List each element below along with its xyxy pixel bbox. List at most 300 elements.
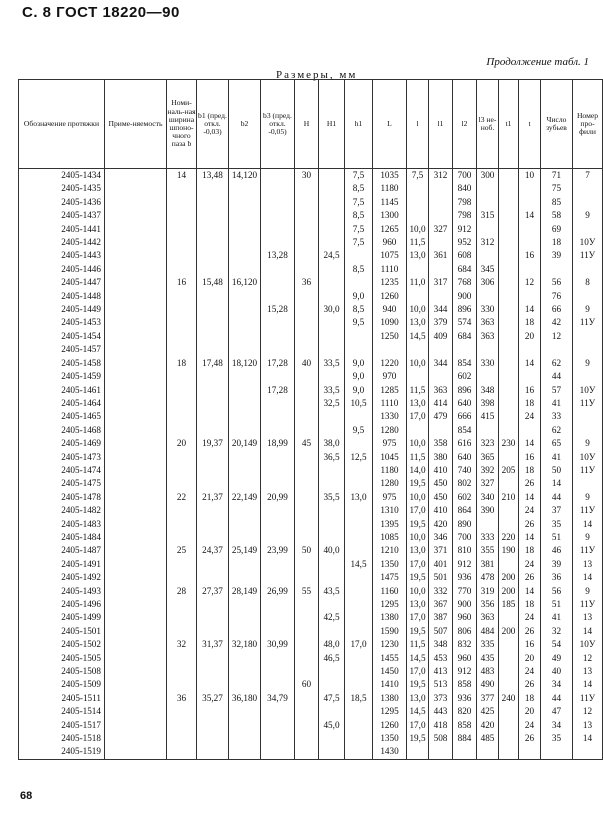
table-cell (295, 303, 319, 316)
table-cell: 17,0 (345, 638, 373, 651)
table-cell (319, 571, 345, 584)
table-cell: 26 (519, 625, 541, 638)
table-cell (167, 571, 197, 584)
table-cell: 66 (541, 303, 573, 316)
table-cell (499, 223, 519, 236)
table-cell (573, 263, 603, 276)
table-cell: 363 (477, 330, 499, 343)
table-cell (429, 182, 453, 195)
table-cell (407, 424, 429, 437)
table-cell: 1075 (373, 249, 407, 262)
table-cell: 345 (477, 263, 499, 276)
table-cell (429, 343, 453, 356)
table-cell: 7,5 (345, 169, 373, 183)
table-cell (295, 249, 319, 262)
table-cell: 806 (453, 625, 477, 638)
broach-code-cell: 2405-1474 (19, 464, 105, 477)
table-cell (477, 182, 499, 195)
table-cell: 20,149 (229, 437, 261, 450)
table-cell: 20,99 (261, 491, 295, 504)
table-cell (167, 531, 197, 544)
table-cell: 23,99 (261, 544, 295, 557)
table-cell: 960 (453, 611, 477, 624)
table-cell: 62 (541, 424, 573, 437)
table-cell: 1410 (373, 678, 407, 691)
table-cell: 18,99 (261, 437, 295, 450)
table-cell (229, 518, 261, 531)
table-cell: 42 (541, 316, 573, 329)
table-cell (499, 665, 519, 678)
table-cell (345, 531, 373, 544)
table-row (19, 678, 603, 691)
table-cell: 1280 (373, 477, 407, 490)
table-cell: 344 (429, 303, 453, 316)
table-cell: 40 (295, 357, 319, 370)
broach-code-cell: 2405-1508 (19, 665, 105, 678)
table-cell (407, 182, 429, 195)
table-cell (105, 410, 167, 423)
table-cell: 32,5 (319, 397, 345, 410)
table-cell: 13,0 (407, 692, 429, 705)
table-cell: 9 (573, 357, 603, 370)
table-cell (519, 290, 541, 303)
table-cell: 30,0 (319, 303, 345, 316)
table-cell: 346 (429, 531, 453, 544)
col-header: L (373, 80, 407, 169)
table-cell (295, 719, 319, 732)
table-cell: 355 (477, 544, 499, 557)
table-cell (105, 745, 167, 759)
table-cell: 8,5 (345, 182, 373, 195)
table-cell (499, 652, 519, 665)
table-cell (261, 182, 295, 195)
table-cell (261, 464, 295, 477)
table-cell: 363 (477, 316, 499, 329)
broach-code-cell: 2405-1458 (19, 357, 105, 370)
table-cell: 420 (429, 518, 453, 531)
table-cell: 1380 (373, 611, 407, 624)
table-cell (319, 330, 345, 343)
table-cell: 379 (429, 316, 453, 329)
table-cell: 30 (295, 169, 319, 183)
table-cell (261, 598, 295, 611)
table-cell (229, 249, 261, 262)
table-cell: 11У (573, 598, 603, 611)
table-cell (261, 732, 295, 745)
table-cell: 1310 (373, 504, 407, 517)
broach-code-cell: 2405-1461 (19, 384, 105, 397)
table-cell (499, 316, 519, 329)
table-cell: 13,0 (407, 544, 429, 557)
table-cell (477, 196, 499, 209)
table-cell (261, 504, 295, 517)
table-cell: 1265 (373, 223, 407, 236)
table-cell (499, 196, 519, 209)
table-cell: 9,5 (345, 424, 373, 437)
table-cell (197, 598, 229, 611)
table-cell (319, 558, 345, 571)
table-cell (499, 397, 519, 410)
table-cell (499, 303, 519, 316)
table-cell: 13 (573, 719, 603, 732)
table-cell: 1380 (373, 692, 407, 705)
table-cell: 43,5 (319, 585, 345, 598)
table-cell: 608 (453, 249, 477, 262)
table-cell: 864 (453, 504, 477, 517)
table-cell (197, 571, 229, 584)
table-cell (477, 290, 499, 303)
table-cell (499, 357, 519, 370)
table-cell: 1210 (373, 544, 407, 557)
dimensions-caption: Размеры, мм (276, 69, 358, 81)
table-cell: 19,5 (407, 732, 429, 745)
table-cell: 740 (453, 464, 477, 477)
table-cell: 10У (573, 638, 603, 651)
table-cell: 62 (541, 357, 573, 370)
table-cell: 39 (541, 249, 573, 262)
table-cell (345, 652, 373, 665)
table-cell (197, 451, 229, 464)
table-cell (573, 182, 603, 195)
table-row (19, 544, 603, 557)
table-cell (573, 290, 603, 303)
table-cell: 7,5 (345, 236, 373, 249)
table-cell (319, 531, 345, 544)
table-cell: 1450 (373, 665, 407, 678)
table-cell (295, 236, 319, 249)
table-cell: 319 (477, 585, 499, 598)
table-cell (261, 531, 295, 544)
table-cell: 17,48 (197, 357, 229, 370)
table-cell: 501 (429, 571, 453, 584)
table-cell (197, 518, 229, 531)
table-cell (261, 397, 295, 410)
broach-code-cell: 2405-1509 (19, 678, 105, 691)
table-cell (197, 303, 229, 316)
table-cell (261, 477, 295, 490)
table-cell (499, 678, 519, 691)
table-cell (229, 625, 261, 638)
table-cell: 19,5 (407, 625, 429, 638)
table-cell: 58 (541, 209, 573, 222)
table-cell: 17,0 (407, 504, 429, 517)
table-row (19, 585, 603, 598)
table-row (19, 732, 603, 745)
table-cell (229, 410, 261, 423)
table-cell: 1260 (373, 290, 407, 303)
table-cell: 485 (477, 732, 499, 745)
table-cell: 45,0 (319, 719, 345, 732)
table-cell: 33 (541, 410, 573, 423)
table-cell: 40,0 (319, 544, 345, 557)
table-cell (167, 719, 197, 732)
table-cell (295, 370, 319, 383)
table-cell: 1035 (373, 169, 407, 183)
table-cell (319, 370, 345, 383)
table-row (19, 290, 603, 303)
table-cell: 358 (429, 437, 453, 450)
table-cell: 24,37 (197, 544, 229, 557)
table-cell (499, 424, 519, 437)
table-cell (345, 705, 373, 718)
table-cell: 332 (429, 585, 453, 598)
broach-code-cell: 2405-1496 (19, 598, 105, 611)
table-cell: 11У (573, 397, 603, 410)
table-cell (345, 437, 373, 450)
table-cell (105, 477, 167, 490)
table-cell (477, 424, 499, 437)
table-cell (105, 464, 167, 477)
table-cell: 361 (429, 249, 453, 262)
table-cell: 820 (453, 705, 477, 718)
table-cell (105, 558, 167, 571)
table-cell: 1220 (373, 357, 407, 370)
table-cell (319, 745, 345, 759)
table-cell (295, 638, 319, 651)
col-header: l1 (429, 80, 453, 169)
table-cell (477, 518, 499, 531)
table-cell: 7,5 (407, 169, 429, 183)
table-cell (105, 276, 167, 289)
broach-code-cell: 2405-1518 (19, 732, 105, 745)
table-cell (499, 638, 519, 651)
table-cell (197, 384, 229, 397)
table-cell: 348 (429, 638, 453, 651)
table-cell (229, 705, 261, 718)
table-row (19, 196, 603, 209)
table-row (19, 249, 603, 262)
table-cell (167, 665, 197, 678)
table-cell (345, 343, 373, 356)
table-cell: 51 (541, 598, 573, 611)
broach-code-cell: 2405-1487 (19, 544, 105, 557)
table-cell: 1180 (373, 464, 407, 477)
table-cell (167, 451, 197, 464)
table-cell: 26 (519, 571, 541, 584)
table-cell: 19,5 (407, 518, 429, 531)
table-cell: 10,0 (407, 303, 429, 316)
table-cell: 41 (541, 451, 573, 464)
table-cell (519, 182, 541, 195)
table-cell (261, 290, 295, 303)
table-cell (373, 343, 407, 356)
table-cell (229, 236, 261, 249)
table-cell: 9,0 (345, 370, 373, 383)
table-cell: 348 (477, 384, 499, 397)
table-cell: 317 (429, 276, 453, 289)
table-cell (105, 678, 167, 691)
table-cell: 960 (453, 652, 477, 665)
table-cell (573, 424, 603, 437)
broach-code-cell: 2405-1441 (19, 223, 105, 236)
table-cell (407, 745, 429, 759)
table-cell (573, 330, 603, 343)
table-cell (345, 585, 373, 598)
table-cell (453, 745, 477, 759)
dimensions-table (18, 79, 603, 760)
table-cell: 940 (373, 303, 407, 316)
table-cell: 18,5 (345, 692, 373, 705)
table-cell: 12 (519, 276, 541, 289)
table-cell: 479 (429, 410, 453, 423)
broach-code-cell: 2405-1484 (19, 531, 105, 544)
table-cell: 200 (499, 571, 519, 584)
table-cell: 17,0 (407, 611, 429, 624)
table-cell: 387 (429, 611, 453, 624)
table-cell: 8 (573, 276, 603, 289)
table-cell: 19,37 (197, 437, 229, 450)
table-cell (499, 732, 519, 745)
table-cell: 24,5 (319, 249, 345, 262)
table-cell: 410 (429, 464, 453, 477)
table-cell: 802 (453, 477, 477, 490)
table-cell: 1475 (373, 571, 407, 584)
table-cell (105, 491, 167, 504)
table-cell (345, 504, 373, 517)
table-cell: 24 (519, 558, 541, 571)
table-cell (499, 705, 519, 718)
table-header-row (19, 80, 603, 169)
table-cell (105, 692, 167, 705)
col-header: l2 (453, 80, 477, 169)
broach-code-cell: 2405-1443 (19, 249, 105, 262)
table-cell (105, 263, 167, 276)
table-cell (499, 558, 519, 571)
table-cell: 44 (541, 491, 573, 504)
col-header: H (295, 80, 319, 169)
table-cell: 415 (477, 410, 499, 423)
table-cell (499, 370, 519, 383)
table-cell: 34 (541, 719, 573, 732)
table-row (19, 451, 603, 464)
table-cell: 17,28 (261, 357, 295, 370)
table-cell: 220 (499, 531, 519, 544)
table-cell: 858 (453, 719, 477, 732)
broach-code-cell: 2405-1449 (19, 303, 105, 316)
table-cell (295, 477, 319, 490)
table-cell: 13,0 (345, 491, 373, 504)
table-cell (197, 263, 229, 276)
table-cell (499, 330, 519, 343)
table-cell (261, 652, 295, 665)
table-cell (105, 384, 167, 397)
table-cell (167, 625, 197, 638)
table-cell (197, 625, 229, 638)
table-cell: 41 (541, 611, 573, 624)
table-cell: 14,5 (345, 558, 373, 571)
broach-code-cell: 2405-1459 (19, 370, 105, 383)
col-header: h1 (345, 80, 373, 169)
table-cell (197, 343, 229, 356)
broach-code-cell: 2405-1519 (19, 745, 105, 759)
table-cell: 75 (541, 182, 573, 195)
table-cell: 38,0 (319, 437, 345, 450)
table-cell: 14,5 (407, 705, 429, 718)
table-cell: 35,27 (197, 692, 229, 705)
table-cell (519, 263, 541, 276)
table-cell (295, 343, 319, 356)
table-cell (295, 745, 319, 759)
table-cell (319, 209, 345, 222)
col-header: Номер про-фили (573, 80, 603, 169)
col-header: Обозначение протяжки (19, 80, 105, 169)
table-cell: 14 (519, 491, 541, 504)
table-cell: 69 (541, 223, 573, 236)
table-cell (167, 652, 197, 665)
table-cell (573, 223, 603, 236)
table-cell: 19,5 (407, 477, 429, 490)
table-cell: 602 (453, 370, 477, 383)
table-cell: 912 (453, 665, 477, 678)
table-cell (105, 585, 167, 598)
col-header: l3 не-ноб. (477, 80, 499, 169)
broach-code-cell: 2405-1437 (19, 209, 105, 222)
table-row (19, 518, 603, 531)
table-cell: 8,5 (345, 303, 373, 316)
table-cell (197, 558, 229, 571)
table-cell (105, 598, 167, 611)
table-cell (167, 303, 197, 316)
table-row (19, 410, 603, 423)
table-cell: 443 (429, 705, 453, 718)
table-cell: 970 (373, 370, 407, 383)
col-header: l (407, 80, 429, 169)
table-cell: 85 (541, 196, 573, 209)
table-cell: 27,37 (197, 585, 229, 598)
table-cell: 14 (519, 357, 541, 370)
table-cell: 76 (541, 290, 573, 303)
table-cell (261, 451, 295, 464)
table-cell (197, 652, 229, 665)
table-cell: 34,79 (261, 692, 295, 705)
table-cell: 409 (429, 330, 453, 343)
table-cell (499, 477, 519, 490)
table-cell: 410 (429, 504, 453, 517)
table-cell (345, 477, 373, 490)
table-cell (477, 249, 499, 262)
table-cell: 1110 (373, 397, 407, 410)
table-cell: 1145 (373, 196, 407, 209)
table-cell (295, 705, 319, 718)
table-cell (519, 196, 541, 209)
table-cell (499, 451, 519, 464)
table-row (19, 343, 603, 356)
table-cell: 15,28 (261, 303, 295, 316)
table-cell: 10У (573, 236, 603, 249)
table-cell (197, 464, 229, 477)
table-cell: 190 (499, 544, 519, 557)
page-header: С. 8 ГОСТ 18220—90 (22, 4, 180, 21)
table-cell (167, 732, 197, 745)
table-cell: 11,5 (407, 451, 429, 464)
table-cell (261, 236, 295, 249)
table-cell: 32 (541, 625, 573, 638)
table-cell (407, 209, 429, 222)
table-cell (229, 397, 261, 410)
table-cell (229, 303, 261, 316)
table-cell (345, 665, 373, 678)
table-cell (105, 223, 167, 236)
table-cell (407, 343, 429, 356)
table-row (19, 504, 603, 517)
table-cell (229, 316, 261, 329)
table-cell (261, 745, 295, 759)
table-cell: 9 (573, 303, 603, 316)
broach-code-cell: 2405-1442 (19, 236, 105, 249)
table-cell: 9,0 (345, 357, 373, 370)
table-cell: 14 (573, 518, 603, 531)
table-cell (295, 223, 319, 236)
